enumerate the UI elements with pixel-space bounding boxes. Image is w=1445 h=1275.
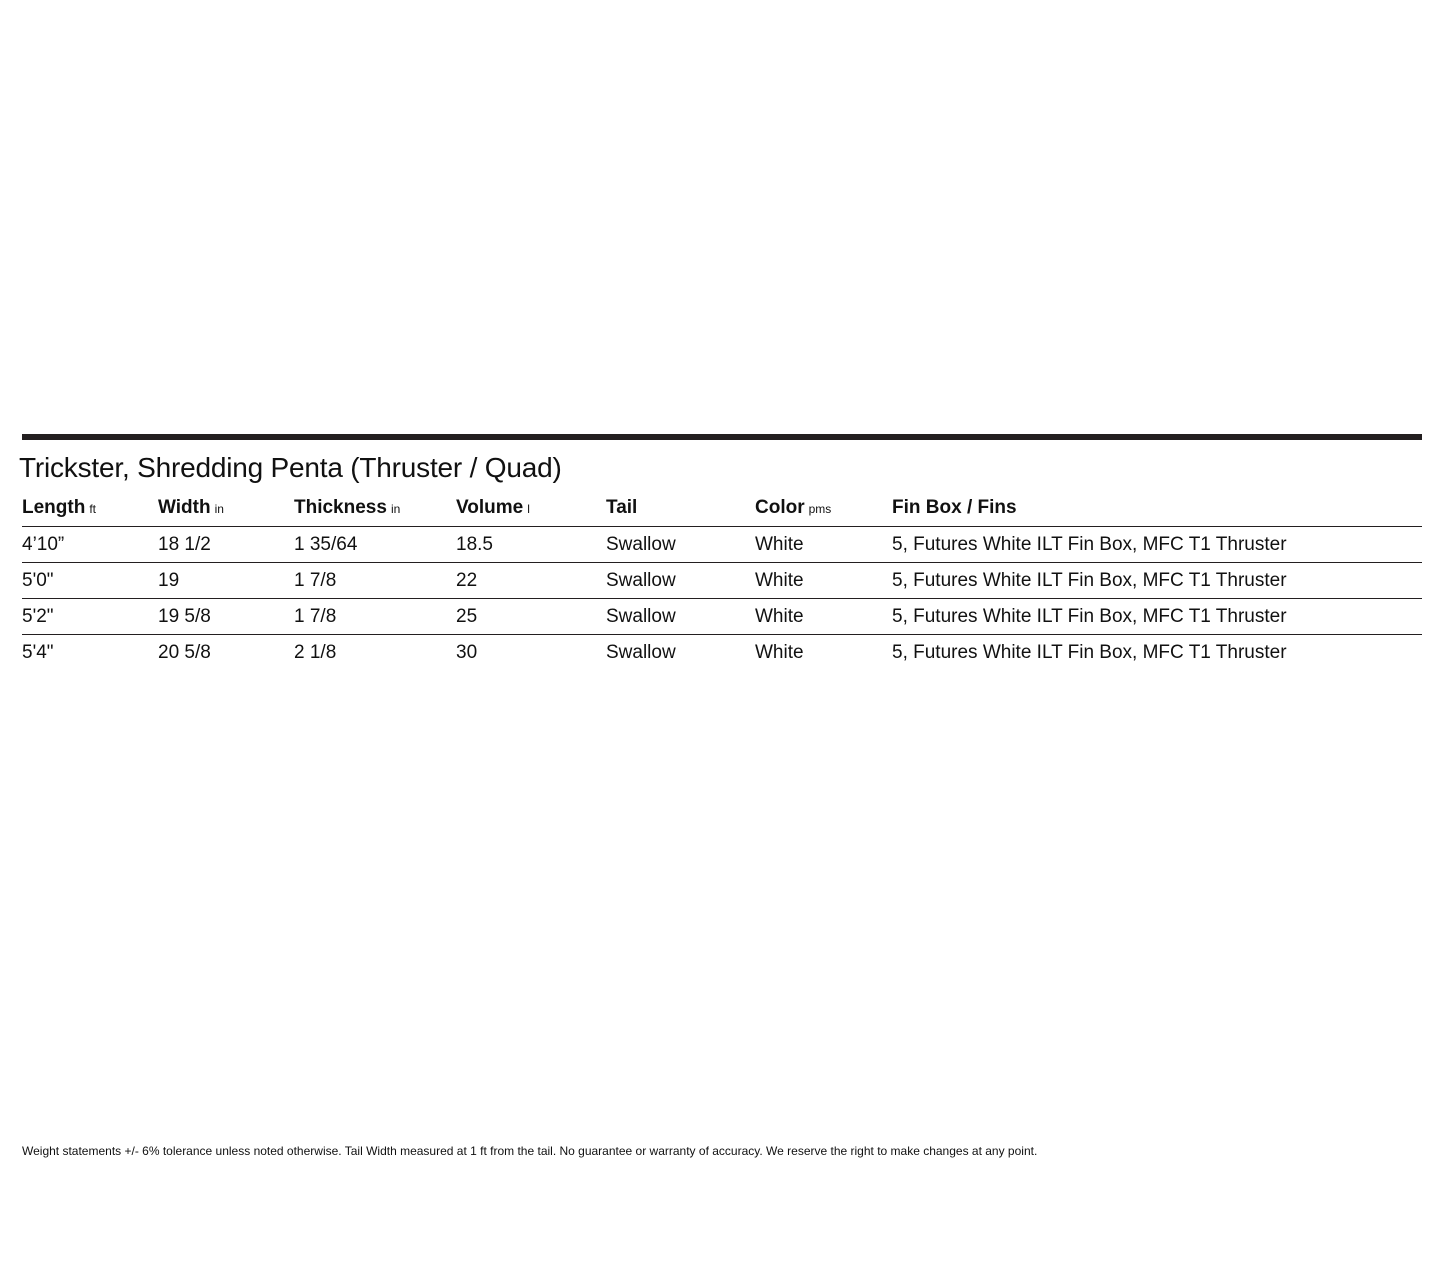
cell-width: 18 1/2: [158, 527, 294, 563]
cell-volume: 30: [456, 641, 478, 663]
cell-width: 20 5/8: [158, 641, 211, 663]
cell-volume: 25: [456, 599, 606, 635]
cell-fin-box: 5, Futures White ILT Fin Box, MFC T1 Thruster: [892, 527, 1422, 563]
cell-volume: 18.5: [456, 527, 606, 563]
cell-fin-box: 5, Futures White ILT Fin Box, MFC T1 Thruster: [892, 641, 1287, 663]
cell-width: 19: [158, 563, 294, 599]
column-header-fin-box: Fin Box / Fins: [892, 490, 1422, 527]
cell-color: White: [755, 599, 892, 635]
column-header-length: Length ft: [22, 490, 158, 527]
cell-thickness: 2 1/8: [294, 641, 337, 663]
column-header-tail: Tail: [606, 490, 755, 527]
cell-tail: Swallow: [606, 599, 755, 635]
cell-fin-box: 5, Futures White ILT Fin Box, MFC T1 Thruster: [892, 599, 1422, 635]
cell-length: 5'4": [22, 641, 54, 663]
cell-length: 5'2": [22, 599, 158, 635]
top-rule: [22, 434, 1422, 440]
table-row: [22, 527, 1422, 563]
table-row: [22, 635, 1422, 671]
column-header-color: Color pms: [755, 490, 892, 527]
cell-thickness: 1 7/8: [294, 563, 456, 599]
table-row: [22, 563, 1422, 599]
cell-length: 4’10”: [22, 527, 158, 563]
cell-volume: 22: [456, 563, 606, 599]
spec-block: [19, 434, 1422, 670]
header-row: [22, 490, 1422, 527]
cell-width: 19 5/8: [158, 599, 294, 635]
column-header-volume: Volume l: [456, 490, 606, 527]
cell-color: White: [755, 527, 892, 563]
cell-thickness: 1 7/8: [294, 599, 456, 635]
cell-color: White: [755, 563, 892, 599]
cell-tail: Swallow: [606, 641, 676, 663]
cell-tail: Swallow: [606, 527, 755, 563]
cell-thickness: 1 35/64: [294, 527, 456, 563]
column-header-width: Width in: [158, 490, 294, 527]
cell-color: White: [755, 641, 804, 663]
cell-fin-box: 5, Futures White ILT Fin Box, MFC T1 Thruster: [892, 563, 1422, 599]
column-header-thickness: Thickness in: [294, 490, 456, 527]
cell-tail: Swallow: [606, 563, 755, 599]
footnote: Weight statements +/- 6% tolerance unless noted otherwise. Tail Width measured at 1 ft from the tail. No guarantee or warranty of accuracy. We reserve the right to make changes at any point.: [22, 1144, 1038, 1158]
page-title: Trickster, Shredding Penta (Thruster / Quad): [19, 452, 562, 483]
table-row: [22, 599, 1422, 635]
spec-table: [22, 490, 1422, 670]
cell-length: 5'0": [22, 563, 158, 599]
